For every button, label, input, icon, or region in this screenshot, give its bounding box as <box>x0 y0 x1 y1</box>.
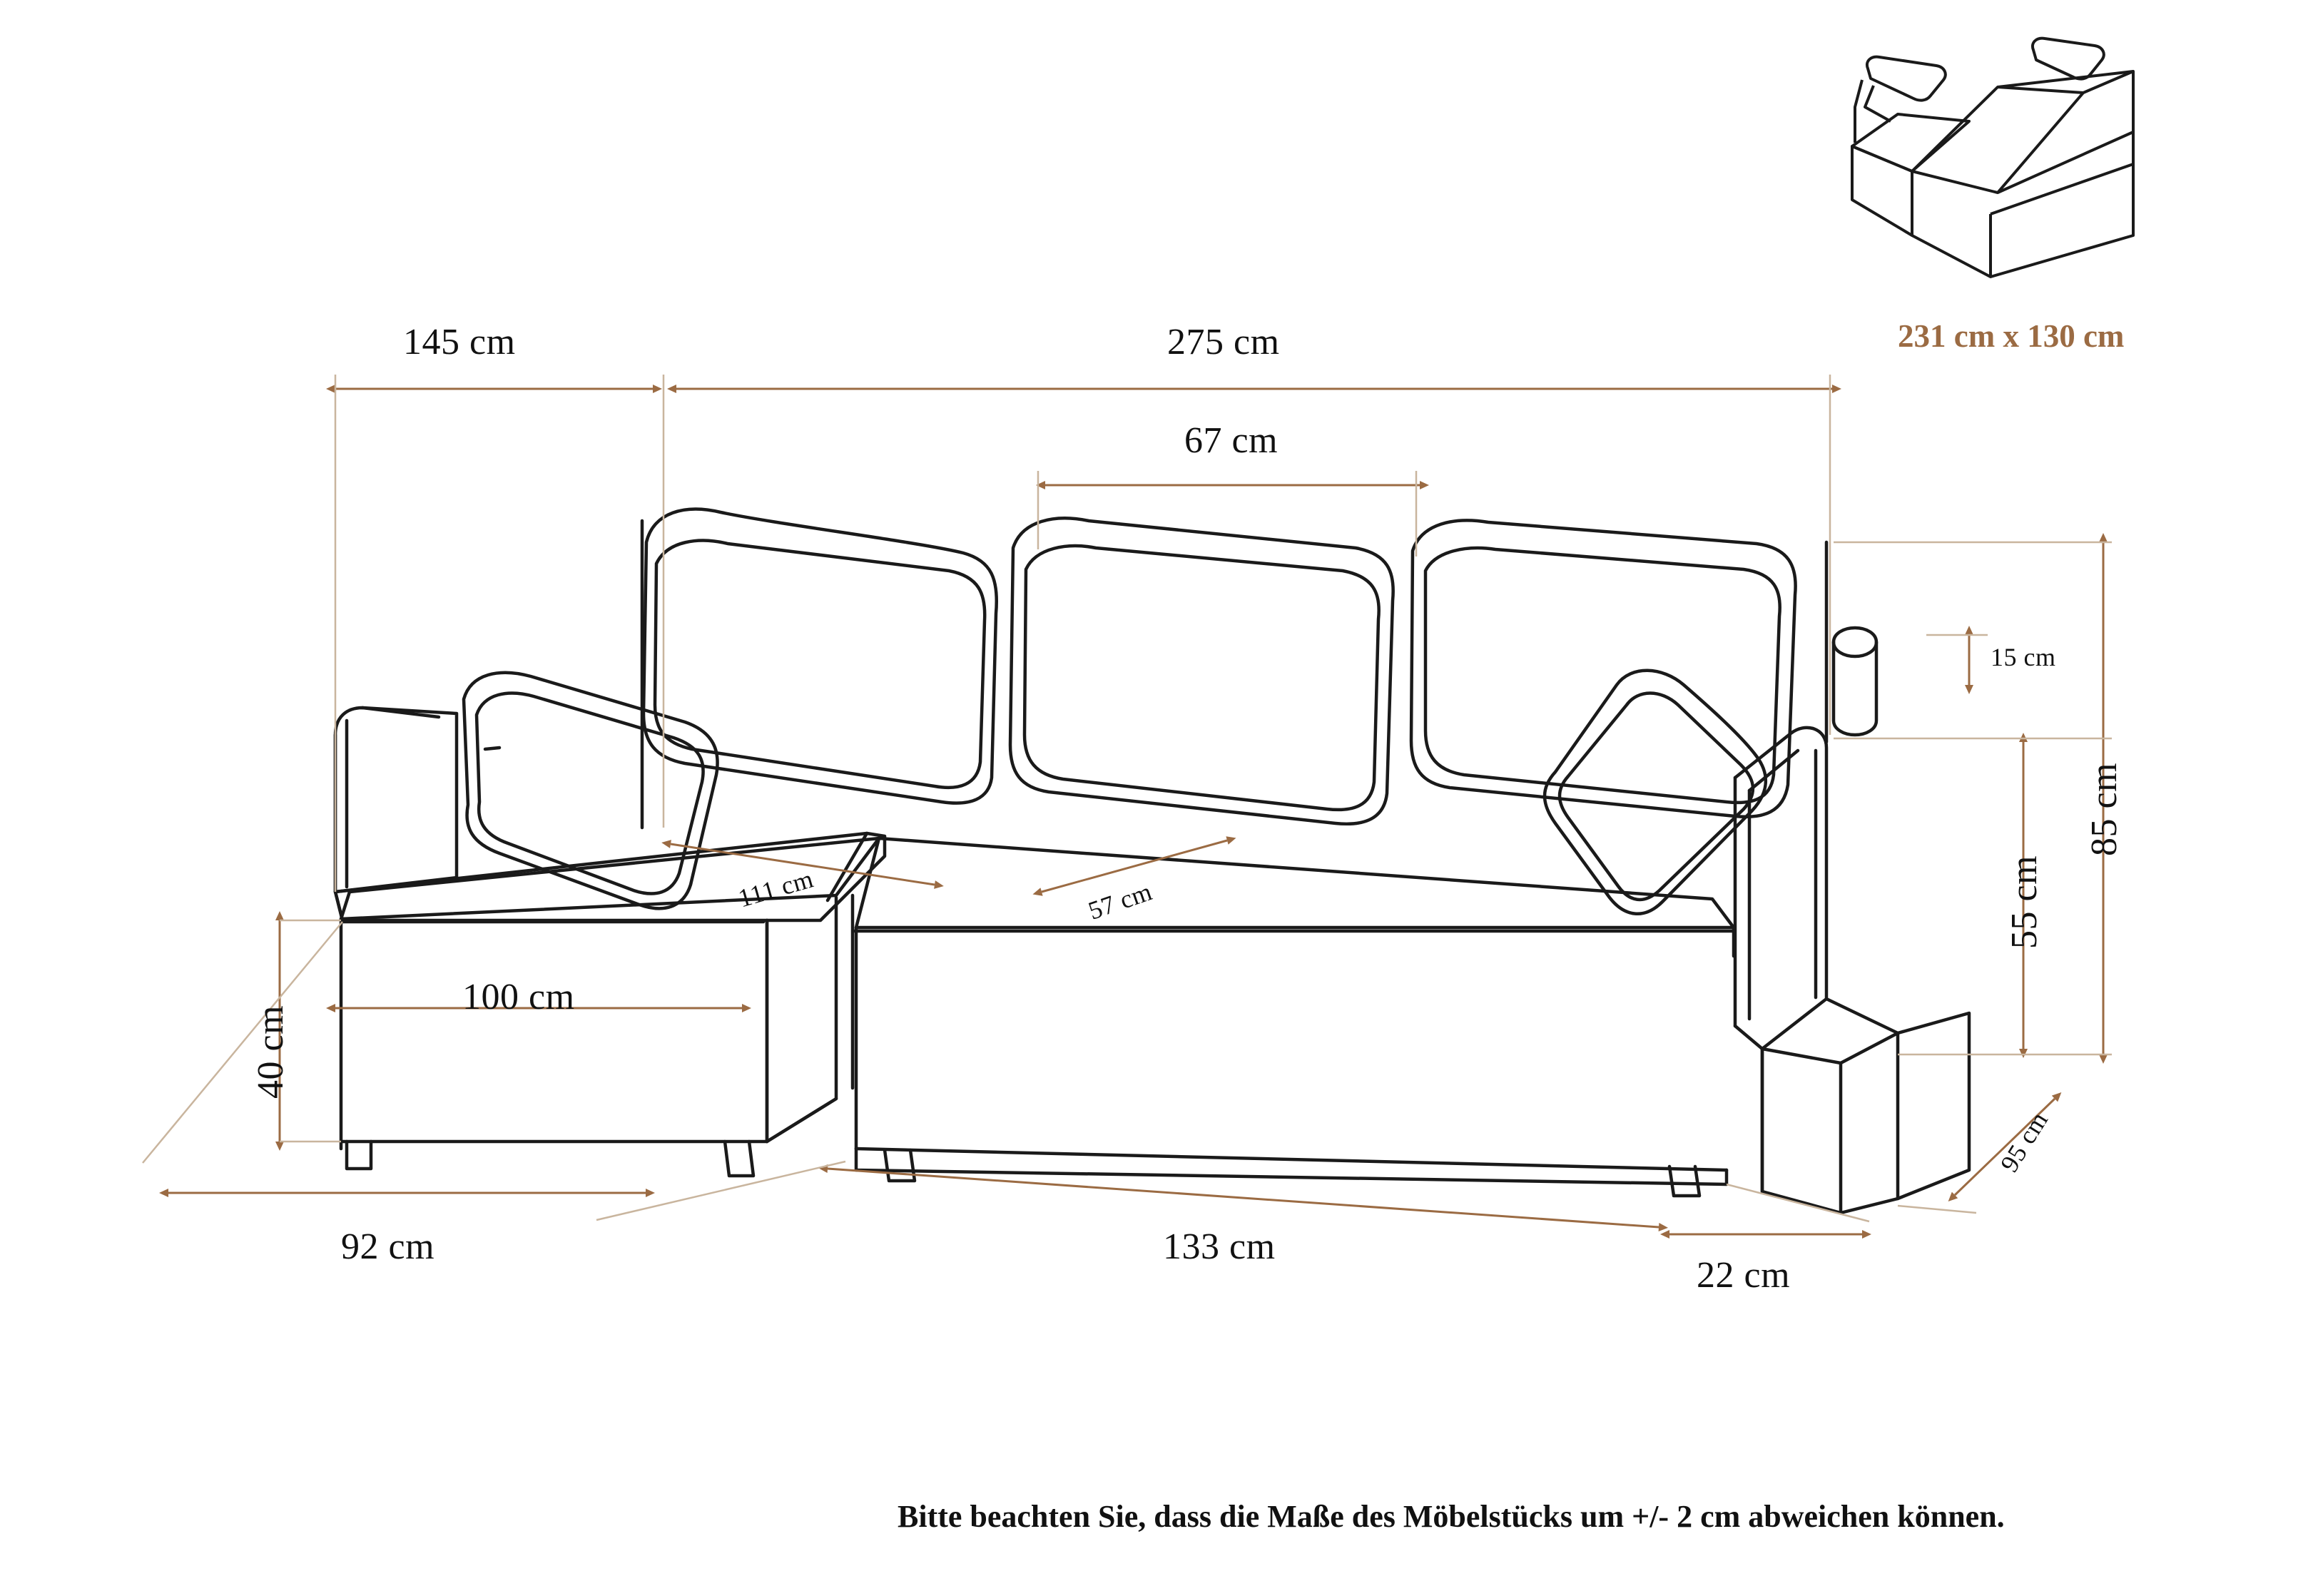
bed-icon <box>1852 39 2133 277</box>
dimension-label-85: 85 cm <box>2084 762 2125 856</box>
dimension-label-145: 145 cm <box>403 322 516 362</box>
dimension-label-22: 22 cm <box>1697 1255 1791 1296</box>
dimension-label-57: 57 cm <box>1084 877 1156 925</box>
bed-size-label: 231 cm x 130 cm <box>1898 318 2125 354</box>
dimension-label-133: 133 cm <box>1163 1226 1276 1267</box>
dimension-label-275: 275 cm <box>1167 322 1280 362</box>
measurement-disclaimer: Bitte beachten Sie, dass die Maße des Möbelstücks um +/- 2 cm abweichen können. <box>898 1499 2005 1534</box>
dimension-label-92: 92 cm <box>341 1226 435 1267</box>
dimension-label-67: 67 cm <box>1184 420 1279 461</box>
dimension-label-40: 40 cm <box>250 1005 291 1099</box>
dimension-label-111: 111 cm <box>735 864 817 913</box>
dimension-label-55: 55 cm <box>2004 855 2045 949</box>
dimension-label-15: 15 cm <box>1991 643 2056 671</box>
dimension-label-95: 95 cm <box>1994 1106 2054 1177</box>
dimension-label-100: 100 cm <box>462 977 575 1017</box>
dimension-lines <box>168 389 2103 1234</box>
